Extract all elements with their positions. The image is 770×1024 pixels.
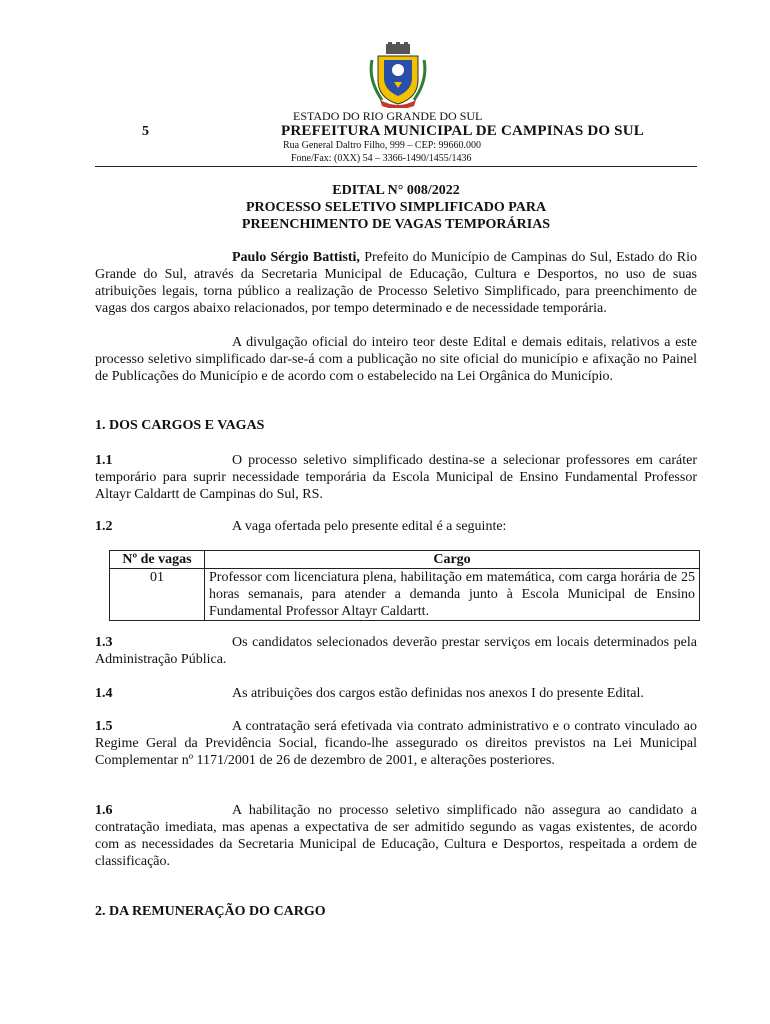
clause-1-2 xyxy=(95,518,697,535)
clause-text: A habilitação no processo seletivo simplificado não assegura ao candidato a contratação imediata, mas apenas a expectativa de ser admitido segundo as vagas existentes, de acordo com as necessidades da Secretaria Municipal de Educação, Cultura e Desportos, respeitada a ordem de classificação. xyxy=(95,803,697,869)
title-line-1: EDITAL N° 008/2022 xyxy=(332,183,460,198)
table-header-row xyxy=(110,551,700,569)
clause-1-4 xyxy=(95,685,697,702)
clause-text: Os candidatos selecionados deverão prestar serviços em locais determinados pela Administração Pública. xyxy=(95,635,697,667)
intro-text: Prefeito do Município de Campinas do Sul, Estado do Rio Grande do Sul, através da Secretaria Municipal de Educação, Cultura e Desportos, no uso de suas atribuições legais, torna público a realização de Processo Seletivo Simplificado, para preenchimento de vagas dos cargos abaixo relacionados, por tempo determinado e de necessidade temporária. xyxy=(95,250,697,316)
section-2-heading: 2. DA REMUNERAÇÃO DO CARGO xyxy=(95,904,326,919)
address-line: Rua General Daltro Filho, 999 – CEP: 99660.000 xyxy=(283,140,482,151)
cell-cargo: Professor com licenciatura plena, habilitação em matemática, com carga horária de 25 horas semanais, para atender a demanda junto à Escola Municipal de Ensino Fundamental Professor Altayr Caldartt. xyxy=(205,569,700,621)
clause-1-3 xyxy=(95,634,697,668)
intro-paragraph xyxy=(95,249,697,317)
intro-paragraph-2 xyxy=(95,334,697,385)
clause-text: A vaga ofertada pelo presente edital é a seguinte: xyxy=(232,519,507,534)
clause-number: 1.4 xyxy=(95,686,113,701)
title-line-3: PREENCHIMENTO DE VAGAS TEMPORÁRIAS xyxy=(241,217,551,232)
state-name: ESTADO DO RIO GRANDE DO SUL xyxy=(293,109,483,123)
clause-number: 1.3 xyxy=(95,635,113,650)
title-line-2: PROCESSO SELETIVO SIMPLIFICADO PARA xyxy=(245,200,547,215)
clause-number: 1.2 xyxy=(95,519,113,534)
clause-number: 1.5 xyxy=(95,719,113,734)
clause-1-5 xyxy=(95,718,697,769)
section-1-heading: 1. DOS CARGOS E VAGAS xyxy=(95,418,265,433)
intro-text-2: A divulgação oficial do inteiro teor deste Edital e demais editais, relativos a este processo seletivo simplificado dar-se-á com a publicação no site oficial do município e afixação no Painel de Publicações do Município e de acordo com o estabelecido na Lei Orgânica do Município. xyxy=(95,335,697,384)
prefecture-name: PREFEITURA MUNICIPAL DE CAMPINAS DO SUL xyxy=(281,123,644,139)
municipal-crest-icon xyxy=(368,42,428,108)
header-divider xyxy=(95,166,697,167)
page-number: 5 xyxy=(142,124,149,139)
clause-number: 1.1 xyxy=(95,453,113,468)
phone-line: Fone/Fax: (0XX) 54 – 3366-1490/1455/1436 xyxy=(291,153,472,164)
clause-number: 1.6 xyxy=(95,803,113,818)
mayor-name: Paulo Sérgio Battisti, xyxy=(232,250,360,265)
clause-1-6 xyxy=(95,802,697,870)
document-title xyxy=(95,182,697,233)
column-header-cargo: Cargo xyxy=(205,551,700,569)
vacancy-table xyxy=(109,550,700,621)
table-row xyxy=(110,569,700,621)
column-header-vagas: Nº de vagas xyxy=(110,551,205,569)
clause-text: O processo seletivo simplificado destina-se a selecionar professores em caráter temporário para suprir necessidade temporária da Escola Municipal de Ensino Fundamental Professor Altayr Caldartt de Campinas do Sul, RS. xyxy=(95,453,697,502)
clause-text: A contratação será efetivada via contrato administrativo e o contrato vinculado ao Regime Geral da Previdência Social, ficando-lhe assegurado os direitos previstos na Lei Municipal Complementar nº 1171/2001 de 26 de dezembro de 2001, e alterações posteriores. xyxy=(95,719,697,768)
clause-text: As atribuições dos cargos estão definidas nos anexos I do presente Edital. xyxy=(232,686,644,701)
clause-1-1 xyxy=(95,452,697,503)
cell-vagas: 01 xyxy=(110,569,205,621)
